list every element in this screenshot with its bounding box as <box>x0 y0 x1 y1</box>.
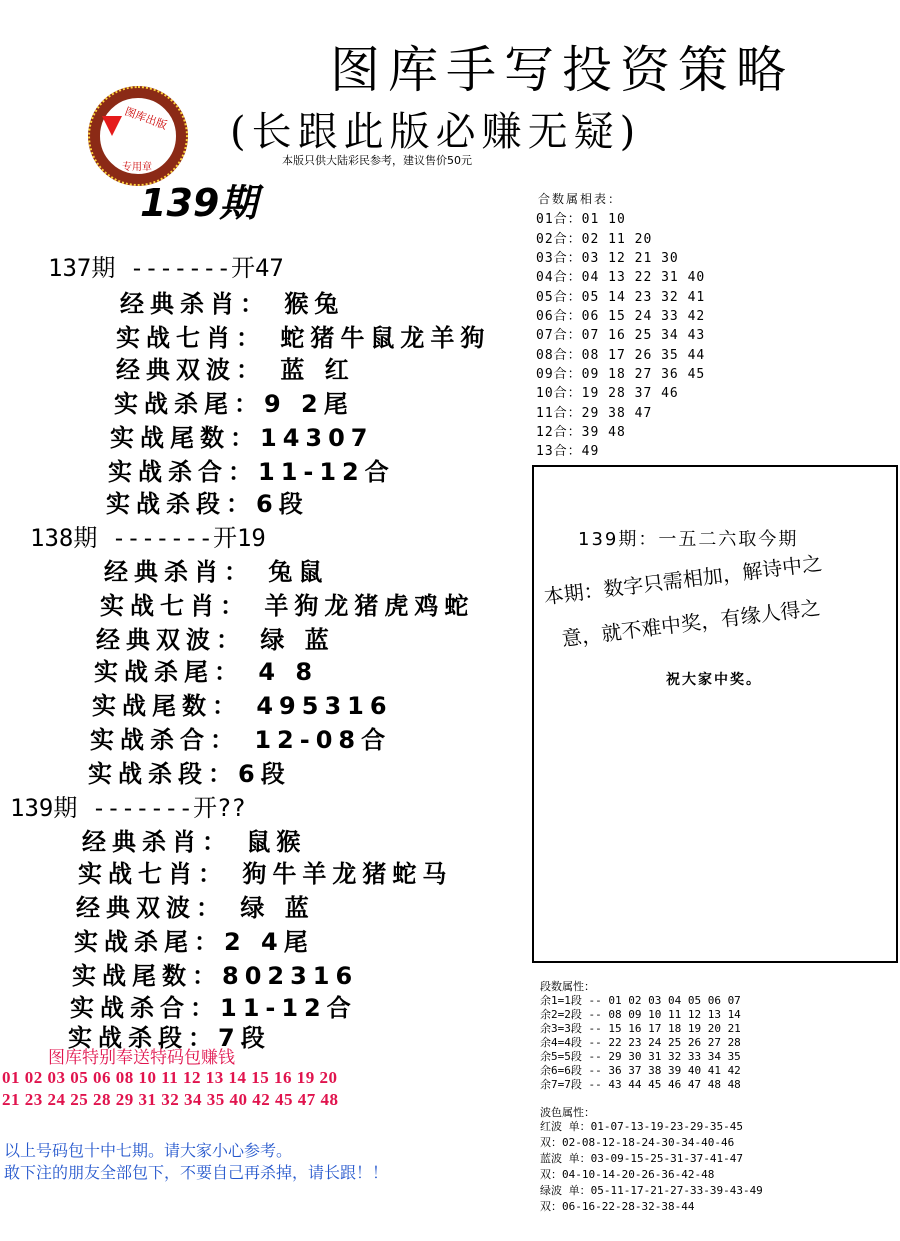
special-note: 以上号码包十中七期。请大家小心参考。 <box>4 1141 293 1160</box>
heshu-row: 01合：01 10 <box>536 212 626 227</box>
heshu-row: 10合：19 28 37 46 <box>536 386 679 401</box>
period-139-line: 经典双波： 绿 蓝 <box>76 894 315 922</box>
period-138-line: 实战杀段：6段 <box>88 760 291 788</box>
special-note: 敢下注的朋友全部包下，不要自己再杀掉，请长跟！！ <box>4 1163 389 1182</box>
period-138-line: 实战杀合： 12-08合 <box>90 726 392 754</box>
heshu-row: 11合：29 38 47 <box>536 406 653 421</box>
period-137-line: 实战杀段：6段 <box>106 490 309 518</box>
wave-row: 蓝波 单：03-09-15-25-31-37-41-47 <box>540 1152 743 1165</box>
segment-row: 余5=5段 -- 29 30 31 32 33 34 35 <box>540 1050 741 1063</box>
segment-row: 余2=2段 -- 08 09 10 11 12 13 14 <box>540 1008 741 1021</box>
riddle-box <box>532 465 898 963</box>
period-137-line: 实战七肖： 蛇猪牛鼠龙羊狗 <box>116 324 491 352</box>
wave-title: 波色属性： <box>540 1106 595 1119</box>
period-137-line: 经典杀肖： 猴兔 <box>120 290 345 318</box>
period-139-line: 实战杀段：7段 <box>68 1024 271 1052</box>
period-138-header: 138期 -------开19 <box>30 524 266 552</box>
wave-row: 绿波 单：05-11-17-21-27-33-39-43-49 <box>540 1184 763 1197</box>
riddle-wish: 祝大家中奖。 <box>666 672 762 688</box>
page-subtitle: (长跟此版必赚无疑) <box>230 109 642 155</box>
wave-row: 双：02-08-12-18-24-30-34-40-46 <box>540 1136 735 1149</box>
period-138-line: 经典双波： 绿 蓝 <box>96 626 335 654</box>
heshu-row: 04合：04 13 22 31 40 <box>536 270 706 285</box>
segment-row: 余4=4段 -- 22 23 24 25 26 27 28 <box>540 1036 741 1049</box>
period-139-line: 实战尾数：802316 <box>72 962 359 990</box>
wave-row: 双：04-10-14-20-26-36-42-48 <box>540 1168 715 1181</box>
period-139-line: 实战杀尾：2 4尾 <box>74 928 314 956</box>
price-note: 本版只供大陆彩民参考，建议售价50元 <box>282 154 472 167</box>
segment-row: 余6=6段 -- 36 37 38 39 40 41 42 <box>540 1064 741 1077</box>
period-137-header: 137期 -------开47 <box>48 254 284 282</box>
period-138-line: 实战七肖： 羊狗龙猪虎鸡蛇 <box>100 592 475 620</box>
page-title: 图库手写投资策略 <box>330 41 794 99</box>
riddle-line: 139期：一五二六取今期 <box>578 529 799 550</box>
stamp-top-text: 图库出版 <box>122 104 169 133</box>
issue-number: 139期 <box>140 181 258 225</box>
segment-row: 余7=7段 -- 43 44 45 46 47 48 48 <box>540 1078 741 1091</box>
period-138-line: 实战尾数： 495316 <box>92 692 393 720</box>
wave-row: 双：06-16-22-28-32-38-44 <box>540 1200 695 1213</box>
period-137-line: 实战尾数：14307 <box>110 424 374 452</box>
special-heading: 图库特别奉送特码包赚钱 <box>48 1048 235 1068</box>
period-139-header: 139期 -------开?? <box>10 794 246 822</box>
period-139-line: 经典杀肖： 鼠猴 <box>82 828 307 856</box>
heshu-row: 02合：02 11 20 <box>536 232 653 247</box>
period-139-line: 实战杀合：11-12合 <box>70 994 357 1022</box>
riddle-line: 本期：数字只需相加，解诗中之 <box>542 550 824 609</box>
riddle-line: 意，就不难中奖，有缘人得之 <box>560 595 822 651</box>
period-138-line: 经典杀肖： 兔鼠 <box>104 558 329 586</box>
stamp-bottom-text: 专用章 <box>122 162 152 173</box>
wave-row: 红波 单：01-07-13-19-23-29-35-45 <box>540 1120 743 1133</box>
heshu-row: 03合：03 12 21 30 <box>536 251 679 266</box>
heshu-row: 06合：06 15 24 33 42 <box>536 309 706 324</box>
period-137-line: 经典双波： 蓝 红 <box>116 356 355 384</box>
period-139-line: 实战七肖： 狗牛羊龙猪蛇马 <box>78 860 453 888</box>
period-137-line: 实战杀尾：9 2尾 <box>114 390 354 418</box>
segment-row: 余3=3段 -- 15 16 17 18 19 20 21 <box>540 1022 741 1035</box>
heshu-row: 09合：09 18 27 36 45 <box>536 367 706 382</box>
heshu-row: 12合：39 48 <box>536 425 626 440</box>
heshu-row: 13合：49 <box>536 444 600 459</box>
segment-title: 段数属性： <box>540 980 595 993</box>
period-138-line: 实战杀尾： 4 8 <box>94 658 319 686</box>
special-numbers: 21 23 24 25 28 29 31 32 34 35 40 42 45 47 48 <box>2 1090 339 1109</box>
heshu-row: 05合：05 14 23 32 41 <box>536 290 706 305</box>
publisher-stamp <box>88 86 188 186</box>
heshu-title: 合数属相表： <box>538 192 623 206</box>
heshu-row: 08合：08 17 26 35 44 <box>536 348 706 363</box>
period-137-line: 实战杀合：11-12合 <box>108 458 395 486</box>
segment-row: 余1=1段 -- 01 02 03 04 05 06 07 <box>540 994 741 1007</box>
heshu-row: 07合：07 16 25 34 43 <box>536 328 706 343</box>
special-numbers: 01 02 03 05 06 08 10 11 12 13 14 15 16 19 20 <box>2 1068 338 1087</box>
stamp-mark-icon <box>102 116 122 136</box>
